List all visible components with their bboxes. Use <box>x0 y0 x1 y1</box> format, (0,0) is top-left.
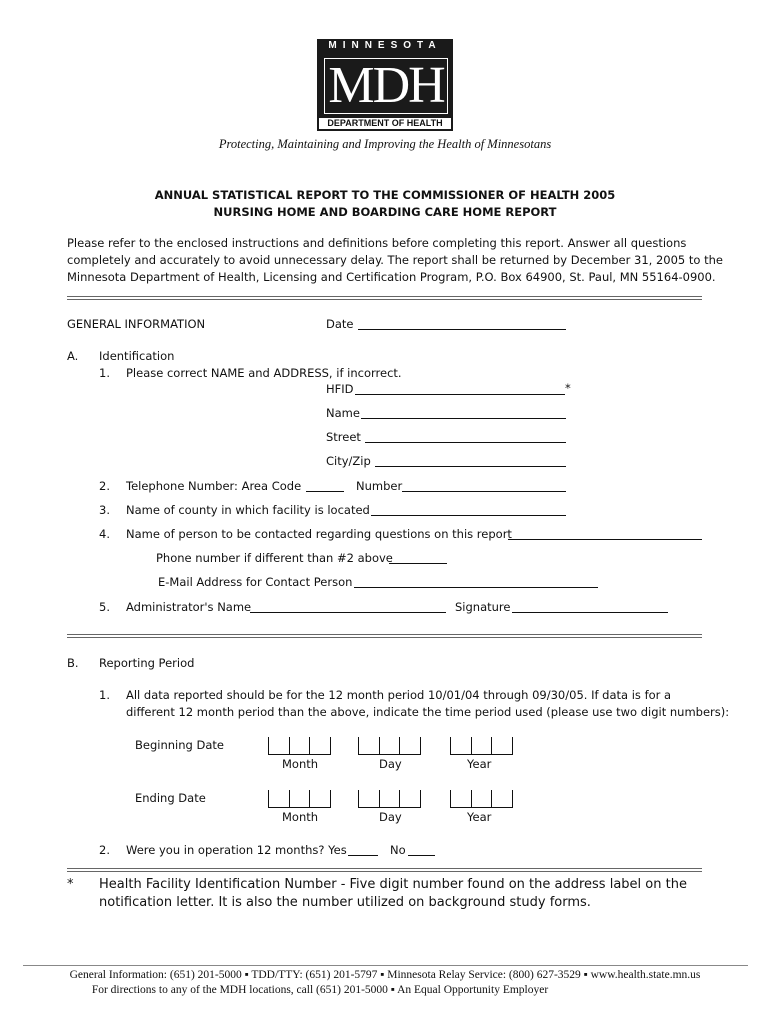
intro-line-1: Please refer to the enclosed instructions and definitions before completing this report. Answer all questions <box>67 236 687 250</box>
day-label: Day <box>379 757 402 771</box>
phone-alt-field[interactable] <box>389 552 447 564</box>
footnote-star: * <box>67 877 74 892</box>
section-a-title: Identification <box>99 349 175 363</box>
b1-number: 1. <box>99 688 110 702</box>
a1-number: 1. <box>99 366 110 380</box>
a5-text: Administrator's Name <box>126 600 252 614</box>
section-b-letter: B. <box>67 656 79 670</box>
area-code-field[interactable] <box>306 480 344 492</box>
no-field[interactable] <box>408 844 435 856</box>
year-label: Year <box>467 810 492 824</box>
number-label: Number <box>356 479 403 493</box>
divider <box>67 296 702 300</box>
ending-year-box[interactable] <box>450 790 513 808</box>
footer-line-2: For directions to any of the MDH locations, call (651) 201-5000 ▪ An Equal Opportunity Employer <box>91 984 549 996</box>
footnote-line-2: notification letter. It is also the number utilized on background study forms. <box>99 895 591 910</box>
month-label: Month <box>282 810 319 824</box>
day-label: Day <box>379 810 402 824</box>
a3-text: Name of county in which facility is located <box>126 503 370 517</box>
divider <box>67 868 702 872</box>
street-label: Street <box>326 430 361 444</box>
hfid-field[interactable] <box>355 383 565 395</box>
cityzip-label: City/Zip <box>326 454 371 468</box>
tagline: Protecting, Maintaining and Improving the Health of Minnesotans <box>218 137 552 151</box>
footer-line-1: General Information: (651) 201-5000 ▪ TDD/TTY: (651) 201-5797 ▪ Minnesota Relay Service: (800) 627-3529 ▪ www.health.state.mn.us <box>69 969 701 981</box>
administrator-name-field[interactable] <box>250 601 446 613</box>
contact-person-field[interactable] <box>508 528 702 540</box>
logo-mid-block <box>317 52 453 118</box>
hfid-label: HFID <box>326 382 354 396</box>
hfid-star: * <box>565 381 571 395</box>
email-field[interactable] <box>354 576 598 588</box>
a4-text: Name of person to be contacted regarding questions on this report <box>126 527 512 541</box>
county-field[interactable] <box>371 504 566 516</box>
yes-field[interactable] <box>348 844 378 856</box>
section-b-title: Reporting Period <box>99 656 195 670</box>
a1-text: Please correct NAME and ADDRESS, if incorrect. <box>126 366 402 380</box>
ending-date-label: Ending Date <box>135 791 206 805</box>
b2-number: 2. <box>99 843 110 857</box>
cityzip-field[interactable] <box>375 455 566 467</box>
mdh-logo <box>317 39 453 131</box>
signature-label: Signature <box>455 600 511 614</box>
general-heading: GENERAL INFORMATION <box>67 317 206 331</box>
signature-field[interactable] <box>512 601 668 613</box>
beginning-month-box[interactable] <box>268 737 331 755</box>
intro-line-3: Minnesota Department of Health, Licensing and Certification Program, P.O. Box 64900, St. Paul, MN 55164-0900. <box>67 270 716 284</box>
a2-text: Telephone Number: Area Code <box>126 479 302 493</box>
phone-number-field[interactable] <box>402 480 566 492</box>
divider <box>67 634 702 638</box>
footnote-line-1: Health Facility Identification Number - Five digit number found on the address label on the <box>99 877 687 892</box>
phone-alt-label: Phone number if different than #2 above <box>156 551 393 565</box>
footer-rule <box>23 965 748 966</box>
b1-text-line-2: different 12 month period than the above, indicate the time period used (please use two digit numbers): <box>126 705 730 719</box>
logo-top-text: MINNESOTA <box>317 39 453 52</box>
email-label: E-Mail Address for Contact Person <box>158 575 353 589</box>
beginning-day-box[interactable] <box>358 737 421 755</box>
b1-text-line-1: All data reported should be for the 12 month period 10/01/04 through 09/30/05. If data is for a <box>126 688 672 702</box>
date-field[interactable] <box>358 318 566 330</box>
name-field[interactable] <box>361 407 566 419</box>
date-label: Date <box>326 317 354 331</box>
street-field[interactable] <box>365 431 566 443</box>
section-a-letter: A. <box>67 349 79 363</box>
a5-number: 5. <box>99 600 110 614</box>
no-label: No <box>390 843 406 857</box>
a4-number: 4. <box>99 527 110 541</box>
intro-line-2: completely and accurately to avoid unnecessary delay. The report shall be returned by December 31, 2005 to the <box>67 253 723 267</box>
month-label: Month <box>282 757 319 771</box>
title-line-1: ANNUAL STATISTICAL REPORT TO THE COMMISSIONER OF HEALTH 2005 <box>154 188 616 202</box>
year-label: Year <box>467 757 492 771</box>
name-label: Name <box>326 406 360 420</box>
ending-month-box[interactable] <box>268 790 331 808</box>
b2-text: Were you in operation 12 months? Yes <box>126 843 347 857</box>
a2-number: 2. <box>99 479 110 493</box>
beginning-year-box[interactable] <box>450 737 513 755</box>
logo-bottom-text: DEPARTMENT OF HEALTH <box>317 116 453 131</box>
ending-day-box[interactable] <box>358 790 421 808</box>
title-line-2: NURSING HOME AND BOARDING CARE HOME REPORT <box>213 205 557 219</box>
beginning-date-label: Beginning Date <box>135 738 224 752</box>
a3-number: 3. <box>99 503 110 517</box>
logo-main-text: MDH <box>324 58 448 114</box>
